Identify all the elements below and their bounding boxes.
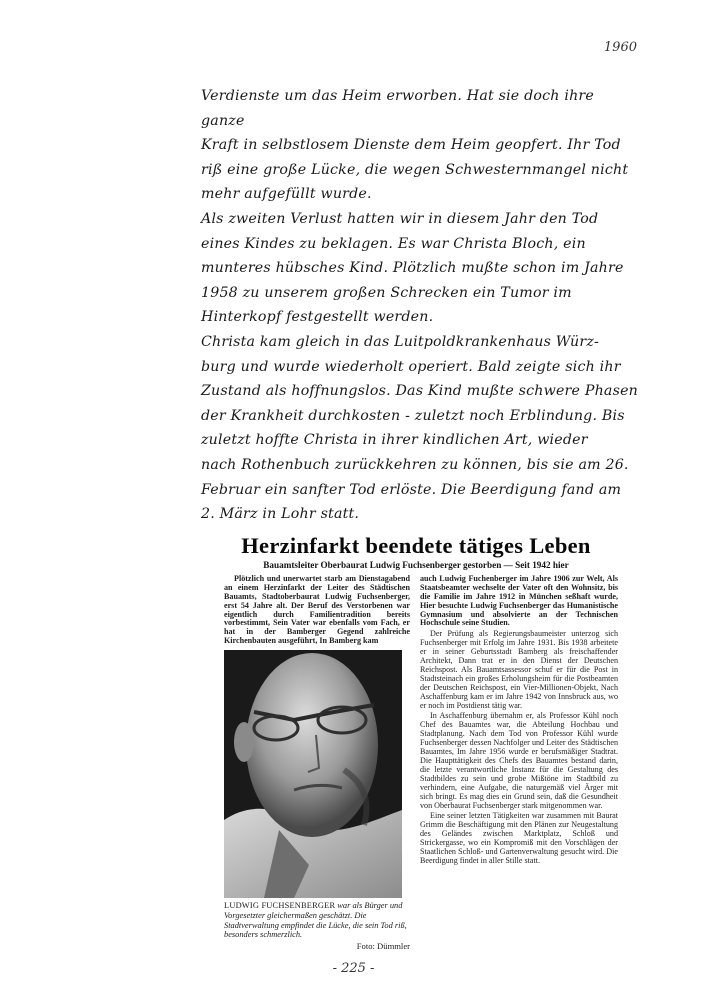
handwritten-text-block — [201, 84, 641, 527]
article-paragraph — [420, 712, 618, 810]
handwritten-line: Hinterkopf festgestellt werden. — [201, 309, 434, 326]
page-content — [0, 84, 707, 977]
handwritten-line: 2. März in Lohr statt. — [201, 506, 360, 523]
handwritten-line: eines Kindes zu beklagen. Es war Christa Bloch, ein — [201, 235, 586, 252]
clipping-headline: Herzinfarkt beendete tätiges Leben — [241, 532, 591, 558]
handwritten-line: burg und wurde wiederholt operiert. Bald zeigte sich ihr — [201, 358, 621, 375]
article-paragraph — [420, 630, 618, 711]
handwritten-line: nach Rothenbuch zurückkehren zu können, bis sie am 26. — [201, 456, 629, 473]
page-number: - 225 - — [332, 960, 375, 976]
handwritten-line: mehr aufgefüllt wurde. — [201, 186, 372, 203]
article-paragraph-text: Der Prüfung als Regierungsbaumeister unterzog sich Fuchsenberger mit Erfolg im Jahre 1931. Bis 1938 arbeitete er in seiner Geburtsstadt Bamberg als freischaffender Architekt, Dann trat er in den Dienst der Deutschen Reichspost. Als Bauamtsassessor schuf er für die Post in Stadtsteinach ein großes Erholungsheim für die Postbeamten der Deutschen Reichspost, ein Vier-Millionen-Objekt, Nach Aschaffenburg kam er im Jahre 1942 von Innsbruck aus, wo er noch im Postdienst tätig war. — [420, 628, 618, 710]
article-lead-right: auch Ludwig Fuchenberger im Jahre 1906 zur Welt, Als Staatsbeamter wechselte der Vater oft den Wohnsitz, bis die Familie im Jahre 1912 in München seßhaft wurde, Hier besuchte Ludwig Fuchsenberger das Humanistische Gymnasium und absolvierte an der Technischen Hochschule seine Studien. — [420, 573, 618, 628]
article-lead-left-text: Plötzlich und unerwartet starb am Dienstagabend an einem Herzinfarkt der Leiter des Städtischen Bauamts, Stadtoberbaurat Ludwig Fuchsenberger, erst 54 Jahre alt. Der Beruf des Verstorbenen war eigentlich durch Familientradition bereits vorbestimmt, Sein Vater war ebenfalls vom Fach, er hat in der Bamberger Gegend zahlreiche Kirchenbauten ausgeführt, In Bamberg kam — [224, 573, 410, 646]
handwritten-line: Als zweiten Verlust hatten wir in diesem Jahr den Tod — [201, 210, 599, 227]
caption-text: war als Bürger und Vorgesetzter gleichermaßen geschätzt. Die Stadtverwaltung empfindet die Lücke, die sein Tod riß, besonders schmerzlich. — [224, 901, 407, 940]
clipping-subheadline: Bauamtsleiter Oberbaurat Ludwig Fuchsenberger gestorben — Seit 1942 hier — [263, 559, 569, 570]
handwritten-line: riß eine große Lücke, die wegen Schwesternmangel nicht — [201, 161, 629, 178]
portrait-photo — [224, 650, 402, 898]
photo-credit: Foto: Dümmler — [356, 940, 410, 951]
handwritten-line: zuletzt hoffte Christa in ihrer kindlichen Art, wieder — [201, 432, 588, 449]
handwritten-line: Februar ein sanfter Tod erlöste. Die Beerdigung fand am — [201, 481, 622, 498]
article-lead-left — [224, 575, 410, 647]
handwritten-line: Verdienste um das Heim erworben. Hat sie doch ihre ganze — [201, 88, 594, 129]
handwritten-line: der Krankheit durchkosten - zuletzt noch Erblindung. Bis — [201, 407, 625, 424]
newspaper-clipping — [214, 533, 618, 951]
article-paragraph — [420, 812, 618, 866]
article-paragraph-text: Eine seiner letzten Tätigkeiten war zusammen mit Baurat Grimm die Beschäftigung mit den Plänen zur Neugestaltung des Geländes zwischen Marktplatz, Schloß und Strickergasse, wo ein Kompromiß mit den Vorschlägen der Staatlichen Schloß- und Gartenverwaltung gesucht wird. Die Beerdigung findet in aller Stille statt. — [420, 810, 618, 865]
handwritten-line: 1958 zu unserem großen Schrecken ein Tumor im — [201, 284, 572, 301]
clipping-right-column — [420, 575, 618, 868]
article-paragraph-text: In Aschaffenburg übernahm er, als Professor Kühl noch Chef des Bauamtes war, die Abteilung Hochbau und Stadtplanung. Nach dem Tod von Professor Kühl wurde Fuchsenberger dessen Nachfolger und Leiter des Städtischen Bauamtes, Im Jahre 1956 wurde er berufsmäßiger Stadtrat. Die Haupttätigkeit des Chefs des Bauamtes bestand darin, die letzte verantwortliche Instanz für die Gestaltung des Stadtbildes zu sein und grobe Mißtöne im Stadtbild zu verhindern, eine Aufgabe, die naturgemäß viel Ärger mit sich bringt. Es mag dies ein Grund sein, daß die Gesundheit von Oberbaurat Fuchsenberger stark mitgenommen war. — [420, 710, 618, 810]
page-year: 1960 — [603, 40, 637, 55]
clipping-left-column — [224, 575, 410, 951]
handwritten-line: Kraft in selbstlosem Dienste dem Heim geopfert. Ihr Tod — [201, 137, 621, 154]
handwritten-line: munteres hübsches Kind. Plötzlich mußte schon im Jahre — [201, 260, 624, 277]
photo-caption — [224, 901, 410, 939]
handwritten-line: Zustand als hoffnungslos. Das Kind mußte schwere Phasen — [201, 383, 638, 400]
handwritten-line: Christa kam gleich in das Luitpoldkrankenhaus Würz- — [201, 333, 600, 350]
caption-name: LUDWIG FUCHSENBERGER — [224, 901, 336, 911]
portrait-image — [224, 650, 402, 898]
clipping-columns — [214, 575, 618, 951]
